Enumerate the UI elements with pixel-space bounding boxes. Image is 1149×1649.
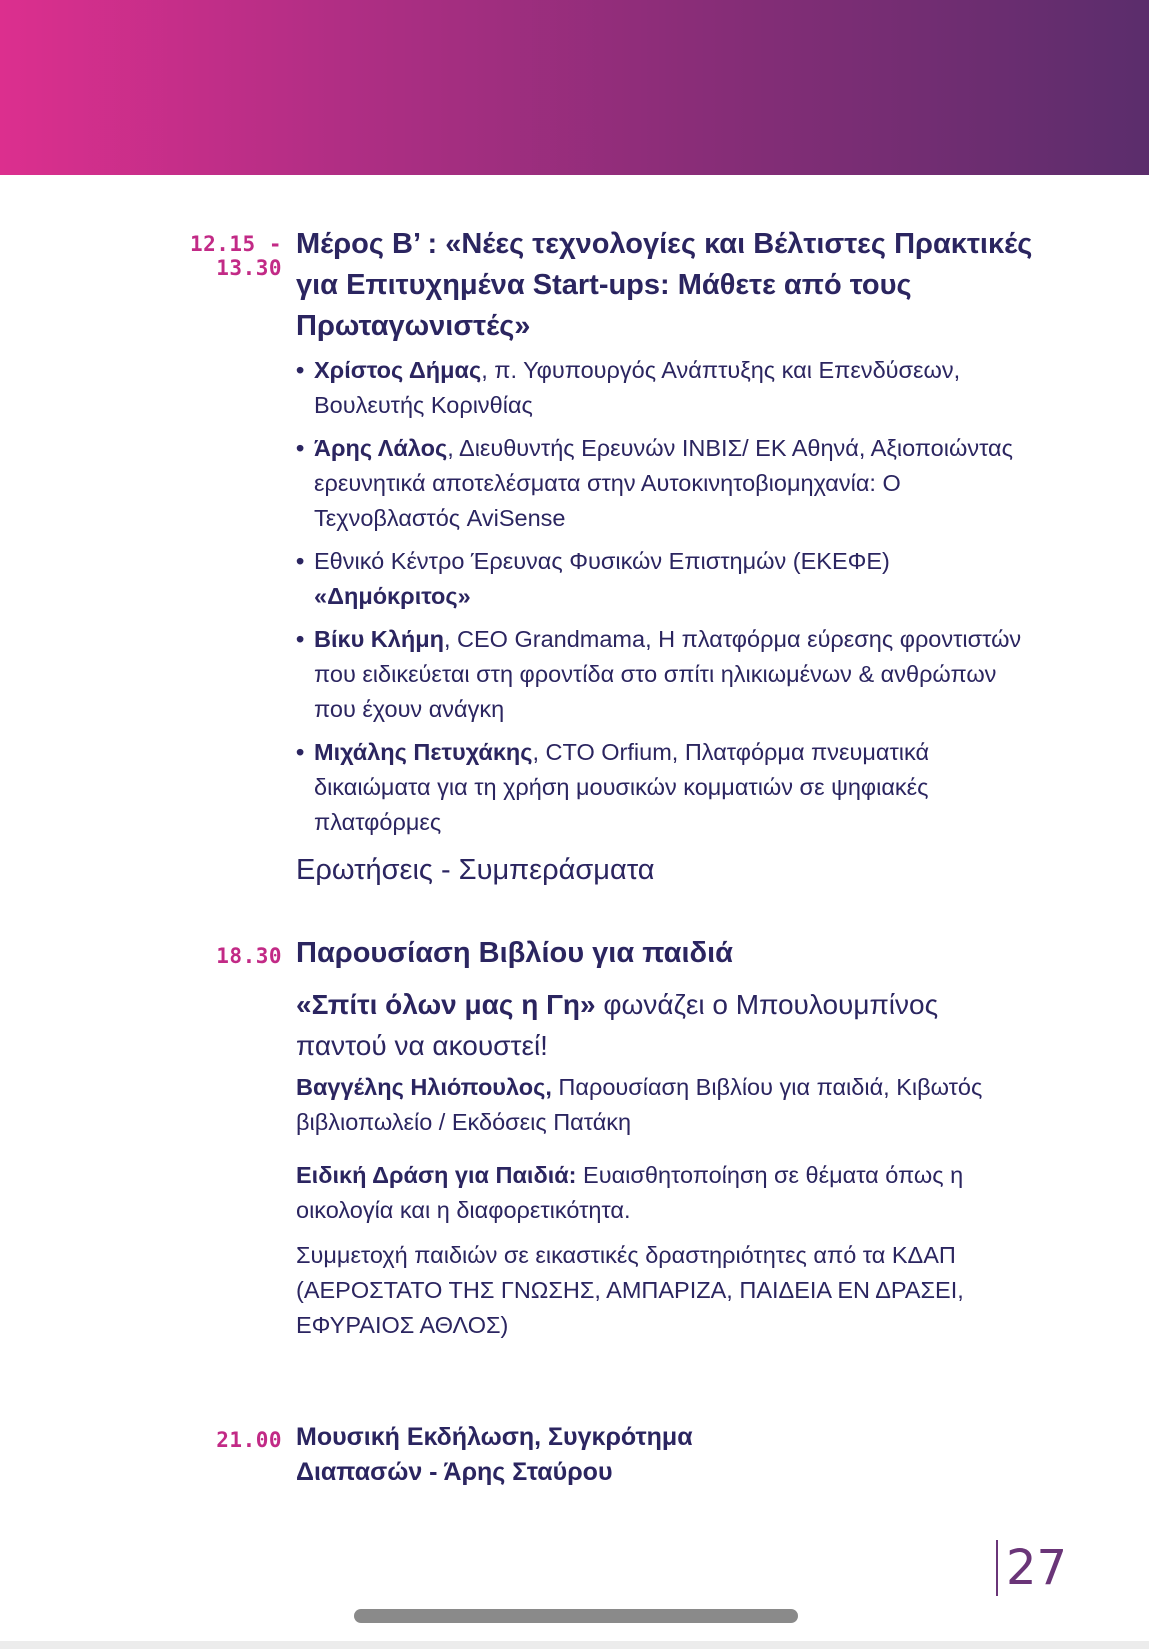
speaker-description: , π. Υφυπουργός Ανάπτυξης και Επενδύσεων, Βουλευτής Κορινθίας — [314, 357, 961, 418]
book-title: «Σπίτι όλων μας η Γη» — [296, 989, 596, 1020]
special-action-text — [296, 1158, 1036, 1228]
speaker-description: , Διευθυντής Ερευνών ΙΝΒΙΣ/ ΕΚ Αθηνά, Αξιοποιώντας ερευνητικά αποτελέσματα στην Αυτοκινητοβιομηχανία: Ο Τεχνοβλαστός AviSense — [314, 435, 1013, 531]
special-action-description: Ευαισθητοποίηση σε θέματα όπως η οικολογία και η διαφορετικότητα. — [296, 1162, 964, 1223]
speaker-description: , CTO Orfium, Πλατφόρμα πνευματικά δικαιώματα για τη χρήση μουσικών κομματιών σε ψηφιακές πλατφόρμες — [314, 739, 930, 835]
presenter-text — [296, 1070, 1036, 1140]
book-subtitle — [296, 984, 1036, 1066]
speaker-name: Χρίστος Δήμας — [314, 357, 482, 383]
presenter-description: Παρουσίαση Βιβλίου για παιδιά, Κιβωτός βιβλιοπωλείο / Εκδόσεις Πατάκη — [296, 1074, 983, 1135]
time-label: 12.15 - 13.30 — [189, 232, 282, 280]
session-block — [296, 224, 1036, 890]
session-block — [296, 933, 1036, 1343]
session-block — [296, 1420, 816, 1490]
list-item — [296, 622, 1036, 727]
speaker-list — [296, 353, 1036, 840]
closing-text: Ερωτήσεις - Συμπεράσματα — [296, 854, 655, 886]
speaker-name: Μιχάλης Πετυχάκης — [314, 739, 533, 765]
list-item — [296, 735, 1036, 840]
presenter-name: Βαγγέλης Ηλιόπουλος, — [296, 1074, 552, 1100]
speaker-description: Εθνικό Κέντρο Έρευνας Φυσικών Επιστημών (ΕΚΕΦΕ) — [314, 548, 890, 574]
time-label: 21.00 — [216, 1428, 282, 1452]
special-action-label: Ειδική Δράση για Παιδιά: — [296, 1162, 577, 1188]
session-title: Μουσική Εκδήλωση, Συγκρότημα Διαπασών - Άρης Σταύρου — [296, 1423, 693, 1486]
session-title: Μέρος Β’ : «Νέες τεχνολογίες και Βέλτιστες Πρακτικές για Επιτυχημένα Start-ups: Μάθετε από τους Πρωταγωνιστές» — [296, 228, 1033, 342]
book-tagline: φωνάζει ο Μπουλουμπίνος παντού να ακουστεί! — [296, 989, 939, 1061]
header-gradient-banner — [0, 0, 1149, 175]
speaker-name: Βίκυ Κλήμη — [314, 626, 444, 652]
list-item — [296, 431, 1036, 536]
bottom-strip — [0, 1641, 1149, 1649]
list-item — [296, 353, 1036, 423]
participation-text: Συμμετοχή παιδιών σε εικαστικές δραστηριότητες από τα ΚΔΑΠ (ΑΕΡΟΣΤΑΤΟ ΤΗΣ ΓΝΩΣΗΣ, ΑΜΠΑΡΙΖΑ, ΠΑΙΔΕΙΑ ΕΝ ΔΡΑΣΕΙ, ΕΦΥΡΑΙΟΣ ΑΘΛΟΣ) — [296, 1242, 964, 1338]
speaker-name: Άρης Λάλος — [314, 435, 448, 461]
session-title: Παρουσίαση Βιβλίου για παιδιά — [296, 937, 733, 969]
page-number: 27 — [996, 1540, 1067, 1596]
speaker-name: «Δημόκριτος» — [314, 583, 471, 609]
time-label: 18.30 — [216, 944, 282, 968]
list-item — [296, 544, 1036, 614]
home-indicator[interactable] — [354, 1609, 798, 1623]
speaker-description: , CEO Grandmama, Η πλατφόρμα εύρεσης φροντιστών που ειδικεύεται στη φροντίδα στο σπίτι ηλικιωμένων & ανθρώπων που έχουν ανάγκη — [314, 626, 1022, 722]
